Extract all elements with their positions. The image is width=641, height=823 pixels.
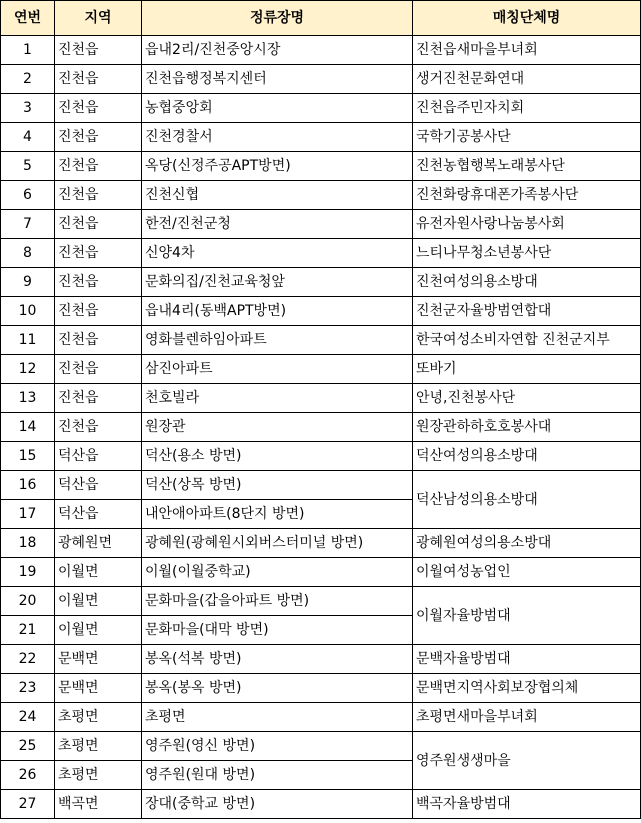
cell-stop-name: 진천경찰서 [142, 123, 413, 152]
cell-org-name: 진천화랑휴대폰가족봉사단 [413, 181, 641, 210]
header-no: 연번 [1, 1, 55, 36]
cell-stop-name: 이월(이월중학교) [142, 558, 413, 587]
cell-stop-name: 광혜원(광혜원시외버스터미널 방면) [142, 529, 413, 558]
cell-region: 초평면 [55, 761, 142, 790]
table-row [1, 36, 641, 65]
cell-no: 11 [1, 326, 55, 355]
cell-stop-name: 영주원(원대 방면) [142, 761, 413, 790]
header-org: 매칭단체명 [413, 1, 641, 36]
cell-stop-name: 내안애아파트(8단지 방면) [142, 500, 413, 529]
cell-stop-name: 옥당(신정주공APT방면) [142, 152, 413, 181]
cell-org-name: 초평면새마을부녀회 [413, 703, 641, 732]
cell-no: 1 [1, 36, 55, 65]
table-row [1, 94, 641, 123]
table-row [1, 210, 641, 239]
cell-org-name: 국학기공봉사단 [413, 123, 641, 152]
header-row [1, 1, 641, 36]
cell-stop-name: 원장관 [142, 413, 413, 442]
cell-no: 20 [1, 587, 55, 616]
cell-org-name: 백곡자율방범대 [413, 790, 641, 819]
cell-region: 진천읍 [55, 297, 142, 326]
cell-org-name: 진천여성의용소방대 [413, 268, 641, 297]
cell-no: 26 [1, 761, 55, 790]
cell-region: 진천읍 [55, 268, 142, 297]
cell-org-name: 안녕,진천봉사단 [413, 384, 641, 413]
cell-org-name: 덕산여성의용소방대 [413, 442, 641, 471]
cell-stop-name: 덕산(상목 방면) [142, 471, 413, 500]
cell-region: 진천읍 [55, 384, 142, 413]
cell-region: 백곡면 [55, 790, 142, 819]
cell-region: 초평면 [55, 703, 142, 732]
cell-region: 진천읍 [55, 36, 142, 65]
cell-region: 진천읍 [55, 181, 142, 210]
cell-no: 15 [1, 442, 55, 471]
cell-region: 초평면 [55, 732, 142, 761]
cell-no: 3 [1, 94, 55, 123]
cell-no: 18 [1, 529, 55, 558]
table-row [1, 355, 641, 384]
cell-region: 진천읍 [55, 65, 142, 94]
cell-org-name: 이월자율방범대 [413, 587, 641, 645]
cell-no: 24 [1, 703, 55, 732]
cell-no: 16 [1, 471, 55, 500]
cell-stop-name: 신양4차 [142, 239, 413, 268]
cell-stop-name: 영화블렌하임아파트 [142, 326, 413, 355]
cell-org-name: 진천군자율방범연합대 [413, 297, 641, 326]
cell-stop-name: 봉옥(봉옥 방면) [142, 674, 413, 703]
cell-region: 진천읍 [55, 94, 142, 123]
cell-region: 이월면 [55, 587, 142, 616]
cell-stop-name: 농협중앙회 [142, 94, 413, 123]
cell-region: 진천읍 [55, 355, 142, 384]
cell-org-name: 문백자율방범대 [413, 645, 641, 674]
cell-stop-name: 봉옥(석복 방면) [142, 645, 413, 674]
cell-region: 문백면 [55, 674, 142, 703]
table-row [1, 413, 641, 442]
cell-stop-name: 읍내2리/진천중앙시장 [142, 36, 413, 65]
cell-region: 광혜원면 [55, 529, 142, 558]
cell-org-name: 진천농협행복노래봉사단 [413, 152, 641, 181]
header-region: 지역 [55, 1, 142, 36]
cell-no: 25 [1, 732, 55, 761]
cell-no: 19 [1, 558, 55, 587]
cell-region: 이월면 [55, 558, 142, 587]
cell-no: 4 [1, 123, 55, 152]
cell-stop-name: 천호빌라 [142, 384, 413, 413]
table-row [1, 442, 641, 471]
table-row [1, 65, 641, 94]
cell-org-name: 또바기 [413, 355, 641, 384]
cell-stop-name: 영주원(영신 방면) [142, 732, 413, 761]
cell-region: 진천읍 [55, 210, 142, 239]
table-row [1, 645, 641, 674]
table-row [1, 471, 641, 500]
cell-org-name: 문백면지역사회보장협의체 [413, 674, 641, 703]
cell-no: 23 [1, 674, 55, 703]
cell-org-name: 덕산남성의용소방대 [413, 471, 641, 529]
cell-region: 진천읍 [55, 413, 142, 442]
cell-stop-name: 진천신협 [142, 181, 413, 210]
cell-stop-name: 문화마을(대막 방면) [142, 616, 413, 645]
cell-region: 진천읍 [55, 152, 142, 181]
cell-stop-name: 읍내4리(동백APT방면) [142, 297, 413, 326]
table-row [1, 326, 641, 355]
cell-stop-name: 초평면 [142, 703, 413, 732]
cell-no: 2 [1, 65, 55, 94]
cell-stop-name: 진천읍행정복지센터 [142, 65, 413, 94]
cell-org-name: 진천읍주민자치회 [413, 94, 641, 123]
cell-stop-name: 문화의집/진천교육청앞 [142, 268, 413, 297]
cell-no: 12 [1, 355, 55, 384]
cell-org-name: 영주원생생마을 [413, 732, 641, 790]
cell-no: 13 [1, 384, 55, 413]
cell-org-name: 광혜원여성의용소방대 [413, 529, 641, 558]
cell-org-name: 진천읍새마을부녀회 [413, 36, 641, 65]
cell-no: 17 [1, 500, 55, 529]
table-row [1, 790, 641, 819]
cell-region: 진천읍 [55, 326, 142, 355]
cell-org-name: 생거진천문화연대 [413, 65, 641, 94]
cell-stop-name: 삼진아파트 [142, 355, 413, 384]
cell-org-name: 이월여성농업인 [413, 558, 641, 587]
cell-no: 10 [1, 297, 55, 326]
table-row [1, 703, 641, 732]
cell-no: 8 [1, 239, 55, 268]
table-row [1, 152, 641, 181]
table-row [1, 587, 641, 616]
cell-region: 이월면 [55, 616, 142, 645]
cell-no: 27 [1, 790, 55, 819]
table-row [1, 558, 641, 587]
table-body [1, 36, 641, 819]
table-row [1, 384, 641, 413]
cell-no: 21 [1, 616, 55, 645]
cell-region: 진천읍 [55, 123, 142, 152]
table-row [1, 529, 641, 558]
cell-org-name: 유전자원사랑나눔봉사회 [413, 210, 641, 239]
table-row [1, 239, 641, 268]
table-row [1, 181, 641, 210]
cell-no: 14 [1, 413, 55, 442]
cell-no: 7 [1, 210, 55, 239]
cell-stop-name: 덕산(용소 방면) [142, 442, 413, 471]
table-row [1, 268, 641, 297]
cell-region: 덕산읍 [55, 442, 142, 471]
table-row [1, 732, 641, 761]
cell-stop-name: 장대(중학교 방면) [142, 790, 413, 819]
cell-no: 22 [1, 645, 55, 674]
cell-region: 덕산읍 [55, 500, 142, 529]
cell-no: 6 [1, 181, 55, 210]
table-row [1, 123, 641, 152]
cell-no: 5 [1, 152, 55, 181]
cell-no: 9 [1, 268, 55, 297]
cell-org-name: 한국여성소비자연합 진천군지부 [413, 326, 641, 355]
cell-org-name: 원장관하하호호봉사대 [413, 413, 641, 442]
table-row [1, 674, 641, 703]
cell-stop-name: 문화마을(갑을아파트 방면) [142, 587, 413, 616]
cell-region: 덕산읍 [55, 471, 142, 500]
header-stop: 정류장명 [142, 1, 413, 36]
table-row [1, 297, 641, 326]
cell-stop-name: 한전/진천군청 [142, 210, 413, 239]
cell-org-name: 느티나무청소년봉사단 [413, 239, 641, 268]
cell-region: 진천읍 [55, 239, 142, 268]
cell-region: 문백면 [55, 645, 142, 674]
